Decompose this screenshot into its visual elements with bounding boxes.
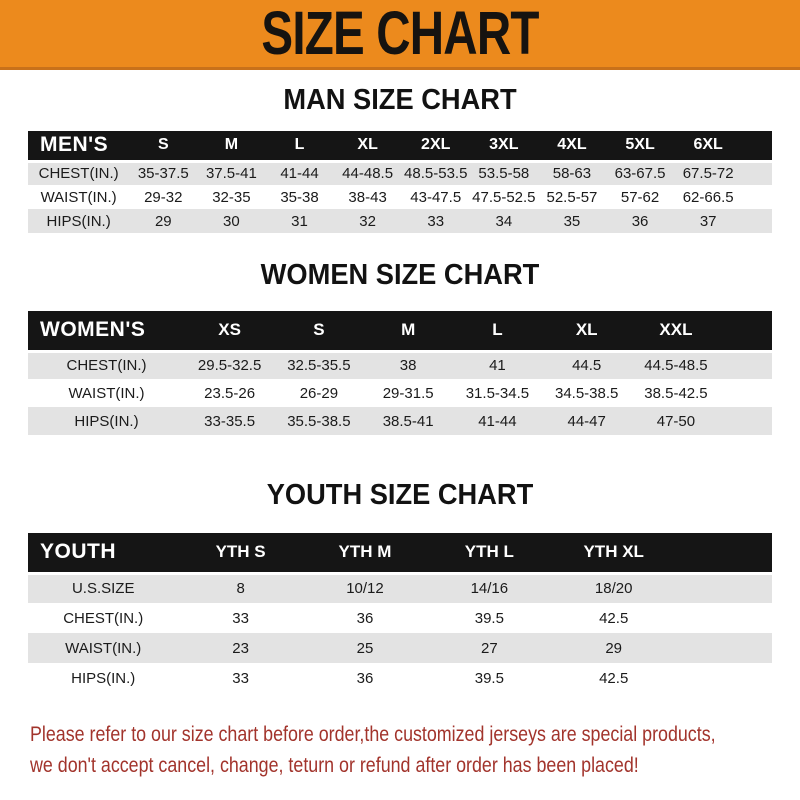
- size-value-cell: 36: [356, 669, 374, 687]
- size-value-cell: 34.5-38.5: [554, 384, 619, 402]
- measurement-label: CHEST(IN.): [66, 357, 147, 375]
- size-value-cell: 47-50: [656, 412, 696, 430]
- size-value-cell: 62-66.5: [682, 188, 734, 206]
- size-column-header: S: [129, 131, 197, 161]
- size-value-cell: 37: [699, 212, 717, 230]
- size-value-cell: 32-35: [212, 188, 251, 206]
- filler-cell: [742, 209, 772, 233]
- measurement-label: HIPS(IN.): [71, 669, 136, 687]
- measurement-row: [28, 633, 772, 663]
- size-value-cell: 42.5: [599, 669, 629, 687]
- disclaimer-note: [30, 719, 800, 781]
- filler-cell: [676, 663, 772, 693]
- measurement-row: [28, 351, 772, 379]
- measurement-label: WAIST(IN.): [68, 384, 145, 402]
- size-chart-banner: [0, 0, 800, 70]
- size-column-header: YTH S: [178, 533, 302, 573]
- size-column-header: L: [265, 131, 333, 161]
- youth-section-title: YOUTH SIZE CHART: [266, 479, 534, 511]
- size-value-cell: 25: [356, 639, 374, 657]
- size-value-cell: 41-44: [280, 165, 319, 183]
- size-value-cell: 33: [232, 609, 249, 627]
- size-column-header: YTH XL: [552, 533, 676, 573]
- size-table-header-row: [28, 311, 772, 351]
- disclaimer-line-1: Please refer to our size chart before order,the customized jerseys are special products,: [30, 723, 716, 746]
- filler-cell: [676, 603, 772, 633]
- size-value-cell: 31.5-34.5: [465, 384, 530, 402]
- size-value-cell: 14/16: [470, 580, 509, 598]
- size-column-header: 4XL: [538, 131, 606, 161]
- size-value-cell: 47.5-52.5: [472, 188, 536, 206]
- size-value-cell: 30: [223, 212, 240, 230]
- size-value-cell: 39.5: [474, 609, 504, 627]
- size-value-cell: 41-44: [478, 412, 517, 430]
- size-column-header: YTH M: [303, 533, 427, 573]
- table-group-label: YOUTH: [28, 533, 178, 573]
- measurement-label: WAIST(IN.): [40, 188, 117, 206]
- measurement-row: [28, 603, 772, 633]
- size-value-cell: 48.5-53.5: [404, 165, 468, 183]
- banner-title: SIZE CHART: [261, 0, 539, 68]
- size-value-cell: 18/20: [594, 580, 633, 598]
- size-column-header: XXL: [631, 311, 720, 351]
- size-value-cell: 35: [563, 212, 581, 230]
- size-value-cell: 37.5-41: [205, 165, 257, 183]
- size-column-header: 3XL: [470, 131, 538, 161]
- size-value-cell: 27: [480, 639, 498, 657]
- size-table-header-row: [28, 533, 772, 573]
- size-value-cell: 29: [605, 639, 623, 657]
- size-value-cell: 32.5-35.5: [287, 357, 351, 375]
- size-column-header: M: [197, 131, 265, 161]
- size-value-cell: 26-29: [299, 384, 339, 402]
- size-table-header-row: [28, 131, 772, 161]
- size-value-cell: 31: [291, 212, 308, 230]
- size-column-header: XL: [334, 131, 402, 161]
- measurement-row: [28, 663, 772, 693]
- size-value-cell: 42.5: [599, 609, 629, 627]
- size-value-cell: 38-43: [348, 188, 387, 206]
- measurement-row: [28, 209, 772, 233]
- filler-cell: [676, 573, 772, 603]
- measurement-label: CHEST(IN.): [38, 165, 119, 183]
- size-value-cell: 63-67.5: [614, 165, 666, 183]
- size-value-cell: 52.5-57: [546, 188, 598, 206]
- size-value-cell: 41: [489, 357, 506, 375]
- disclaimer-line-2: we don't accept cancel, change, teturn or refund after order has been placed!: [30, 754, 639, 777]
- size-column-header: 2XL: [402, 131, 470, 161]
- measurement-row: [28, 161, 772, 185]
- measurement-label: HIPS(IN.): [46, 212, 111, 230]
- size-value-cell: 44.5: [572, 357, 602, 375]
- filler-cell: [721, 379, 772, 407]
- size-value-cell: 53.5-58: [478, 165, 530, 183]
- measurement-label: U.S.SIZE: [71, 580, 135, 598]
- size-value-cell: 29-31.5: [382, 384, 434, 402]
- women-size-table: [28, 311, 772, 435]
- measurement-row: [28, 185, 772, 209]
- size-value-cell: 44-48.5: [342, 165, 394, 183]
- size-value-cell: 29.5-32.5: [197, 357, 262, 375]
- filler-cell: [742, 161, 772, 185]
- size-value-cell: 33: [232, 669, 249, 687]
- measurement-row: [28, 407, 772, 435]
- size-value-cell: 23: [232, 639, 249, 657]
- size-column-header: 5XL: [606, 131, 674, 161]
- women-section-title: WOMEN SIZE CHART: [260, 259, 540, 291]
- measurement-row: [28, 379, 772, 407]
- filler-cell: [721, 351, 772, 379]
- table-group-label: MEN'S: [28, 131, 129, 161]
- size-value-cell: 34: [495, 212, 513, 230]
- size-value-cell: 36: [631, 212, 649, 230]
- size-value-cell: 43-47.5: [410, 188, 462, 206]
- size-value-cell: 38.5-41: [382, 412, 434, 430]
- size-value-cell: 38.5-42.5: [644, 384, 708, 402]
- size-value-cell: 32: [359, 212, 376, 230]
- filler-cell: [721, 311, 772, 351]
- filler-cell: [721, 407, 772, 435]
- size-column-header: M: [364, 311, 453, 351]
- size-column-header: S: [274, 311, 363, 351]
- size-value-cell: 57-62: [620, 188, 660, 206]
- measurement-label: HIPS(IN.): [74, 412, 139, 430]
- size-value-cell: 39.5: [474, 669, 504, 687]
- size-value-cell: 58-63: [552, 165, 592, 183]
- size-value-cell: 33: [427, 212, 445, 230]
- size-value-cell: 36: [356, 609, 374, 627]
- size-value-cell: 35-38: [280, 188, 319, 206]
- measurement-row: [28, 573, 772, 603]
- size-value-cell: 8: [236, 580, 245, 598]
- size-value-cell: 44-47: [567, 412, 606, 430]
- measurement-label: CHEST(IN.): [63, 609, 144, 627]
- filler-cell: [676, 533, 772, 573]
- filler-cell: [742, 131, 772, 161]
- filler-cell: [742, 185, 772, 209]
- measurement-label: WAIST(IN.): [65, 639, 142, 657]
- table-group-label: WOMEN'S: [28, 311, 185, 351]
- size-column-header: XS: [185, 311, 274, 351]
- size-value-cell: 23.5-26: [204, 384, 256, 402]
- man-section-title: MAN SIZE CHART: [283, 84, 517, 116]
- men-size-table: [28, 131, 772, 233]
- size-value-cell: 35.5-38.5: [287, 412, 351, 430]
- youth-size-table: [28, 533, 772, 693]
- size-column-header: YTH L: [427, 533, 551, 573]
- size-value-cell: 33-35.5: [204, 412, 256, 430]
- size-value-cell: 38: [399, 357, 417, 375]
- size-column-header: 6XL: [674, 131, 742, 161]
- size-value-cell: 44.5-48.5: [644, 357, 708, 375]
- size-value-cell: 29: [154, 212, 172, 230]
- filler-cell: [676, 633, 772, 663]
- size-value-cell: 10/12: [346, 580, 384, 598]
- size-column-header: XL: [542, 311, 631, 351]
- size-value-cell: 35-37.5: [137, 165, 189, 183]
- size-value-cell: 29-32: [144, 188, 183, 206]
- size-column-header: L: [453, 311, 542, 351]
- size-value-cell: 67.5-72: [682, 165, 734, 183]
